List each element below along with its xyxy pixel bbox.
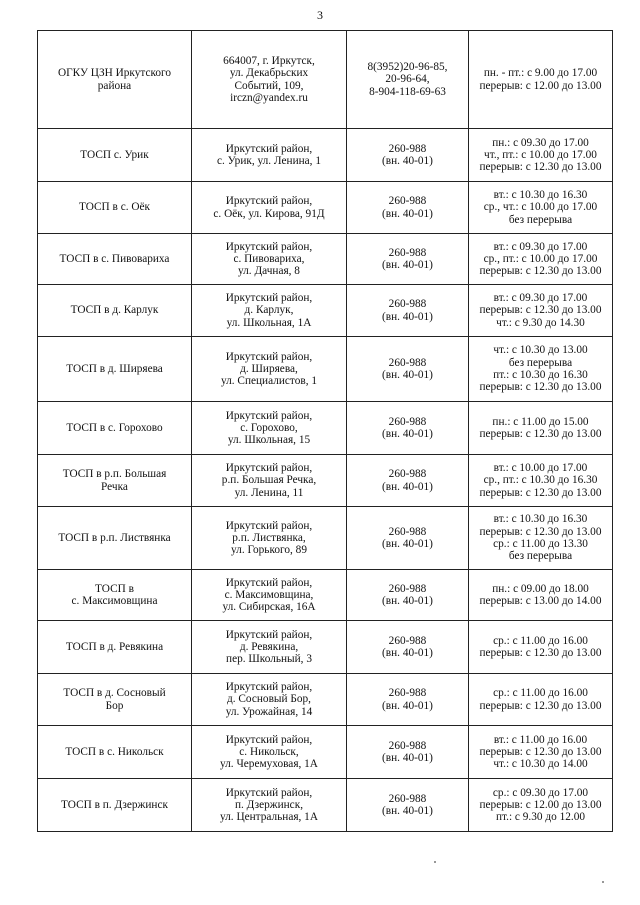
- office-address: Иркутский район, п. Дзержинск, ул. Центральная, 1А: [192, 779, 347, 832]
- table-row: [38, 621, 613, 674]
- office-address: Иркутский район, с. Оёк, ул. Кирова, 91Д: [192, 182, 347, 234]
- office-address: Иркутский район, д. Карлук, ул. Школьная, 1А: [192, 285, 347, 337]
- office-phone: 260-988 (вн. 40-01): [347, 621, 469, 674]
- office-name: ТОСП в с. Горохово: [38, 402, 192, 455]
- office-phone: 260-988 (вн. 40-01): [347, 726, 469, 779]
- office-address: Иркутский район, с. Максимовщина, ул. Сибирская, 16А: [192, 570, 347, 621]
- office-phone: 8(3952)20-96-85, 20-96-64, 8-904-118-69-63: [347, 31, 469, 129]
- office-hours: пн.: с 09.00 до 18.00 перерыв: с 13.00 до 14.00: [469, 570, 613, 621]
- office-hours: ср.: с 11.00 до 16.00 перерыв: с 12.30 до 13.00: [469, 674, 613, 726]
- office-address: Иркутский район, р.п. Большая Речка, ул. Ленина, 11: [192, 455, 347, 507]
- office-name: ТОСП в с. Пивовариха: [38, 234, 192, 285]
- office-address: Иркутский район, с. Пивовариха, ул. Дачная, 8: [192, 234, 347, 285]
- table-row: [38, 182, 613, 234]
- office-hours: вт.: с 10.00 до 17.00 ср., пт.: с 10.30 до 16.30 перерыв: с 12.30 до 13.00: [469, 455, 613, 507]
- table-row: [38, 234, 613, 285]
- office-name: ТОСП в д. Ревякина: [38, 621, 192, 674]
- office-phone: 260-988 (вн. 40-01): [347, 402, 469, 455]
- office-name: ТОСП в с. Оёк: [38, 182, 192, 234]
- contacts-table: [37, 30, 613, 832]
- office-phone: 260-988 (вн. 40-01): [347, 455, 469, 507]
- table-row: [38, 402, 613, 455]
- table-row: [38, 507, 613, 570]
- office-hours: пн. - пт.: с 9.00 до 17.00 перерыв: с 12.00 до 13.00: [469, 31, 613, 129]
- office-name: ТОСП в п. Дзержинск: [38, 779, 192, 832]
- office-address: Иркутский район, с. Урик, ул. Ленина, 1: [192, 129, 347, 182]
- office-phone: 260-988 (вн. 40-01): [347, 674, 469, 726]
- office-name: ТОСП в р.п. Листвянка: [38, 507, 192, 570]
- office-name: ТОСП в д. Ширяева: [38, 337, 192, 402]
- table-row: [38, 455, 613, 507]
- office-hours: ср.: с 09.30 до 17.00 перерыв: с 12.00 до 13.00 пт.: с 9.30 до 12.00: [469, 779, 613, 832]
- office-phone: 260-988 (вн. 40-01): [347, 570, 469, 621]
- table-row: [38, 129, 613, 182]
- office-name: ОГКУ ЦЗН Иркутского района: [38, 31, 192, 129]
- office-address: Иркутский район, д. Ревякина, пер. Школьный, 3: [192, 621, 347, 674]
- office-name: ТОСП в с. Никольск: [38, 726, 192, 779]
- office-hours: пн.: с 11.00 до 15.00 перерыв: с 12.30 до 13.00: [469, 402, 613, 455]
- table-row: [38, 726, 613, 779]
- table-row: [38, 674, 613, 726]
- office-hours: чт.: с 10.30 до 13.00 без перерыва пт.: с 10.30 до 16.30 перерыв: с 12.30 до 13.00: [469, 337, 613, 402]
- table-row: [38, 337, 613, 402]
- office-hours: вт.: с 10.30 до 16.30 ср., чт.: с 10.00 до 17.00 без перерыва: [469, 182, 613, 234]
- office-address: Иркутский район, с. Никольск, ул. Черемуховая, 1А: [192, 726, 347, 779]
- office-name: ТОСП в р.п. Большая Речка: [38, 455, 192, 507]
- office-hours: вт.: с 10.30 до 16.30 перерыв: с 12.30 до 13.00 ср.: с 11.00 до 13.30 без перерыва: [469, 507, 613, 570]
- table-row: [38, 31, 613, 129]
- scan-speck: [602, 881, 604, 883]
- table-row: [38, 570, 613, 621]
- office-address: 664007, г. Иркутск, ул. Декабрьских Событий, 109, irczn@yandex.ru: [192, 31, 347, 129]
- office-phone: 260-988 (вн. 40-01): [347, 337, 469, 402]
- office-phone: 260-988 (вн. 40-01): [347, 234, 469, 285]
- office-hours: вт.: с 09.30 до 17.00 ср., пт.: с 10.00 до 17.00 перерыв: с 12.30 до 13.00: [469, 234, 613, 285]
- office-hours: вт.: с 09.30 до 17.00 перерыв: с 12.30 до 13.00 чт.: с 9.30 до 14.30: [469, 285, 613, 337]
- office-address: Иркутский район, д. Сосновый Бор, ул. Урожайная, 14: [192, 674, 347, 726]
- office-address: Иркутский район, с. Горохово, ул. Школьная, 15: [192, 402, 347, 455]
- office-address: Иркутский район, д. Ширяева, ул. Специалистов, 1: [192, 337, 347, 402]
- office-phone: 260-988 (вн. 40-01): [347, 507, 469, 570]
- office-name: ТОСП в с. Максимовщина: [38, 570, 192, 621]
- office-address: Иркутский район, р.п. Листвянка, ул. Горького, 89: [192, 507, 347, 570]
- page-number: 3: [317, 8, 323, 22]
- office-name: ТОСП в д. Сосновый Бор: [38, 674, 192, 726]
- office-phone: 260-988 (вн. 40-01): [347, 129, 469, 182]
- office-name: ТОСП в д. Карлук: [38, 285, 192, 337]
- office-name: ТОСП с. Урик: [38, 129, 192, 182]
- office-hours: вт.: с 11.00 до 16.00 перерыв: с 12.30 до 13.00 чт.: с 10.30 до 14.00: [469, 726, 613, 779]
- office-hours: ср.: с 11.00 до 16.00 перерыв: с 12.30 до 13.00: [469, 621, 613, 674]
- table-row: [38, 285, 613, 337]
- office-phone: 260-988 (вн. 40-01): [347, 779, 469, 832]
- table-row: [38, 779, 613, 832]
- office-phone: 260-988 (вн. 40-01): [347, 285, 469, 337]
- scan-speck: [434, 861, 436, 863]
- office-phone: 260-988 (вн. 40-01): [347, 182, 469, 234]
- office-hours: пн.: с 09.30 до 17.00 чт., пт.: с 10.00 до 17.00 перерыв: с 12.30 до 13.00: [469, 129, 613, 182]
